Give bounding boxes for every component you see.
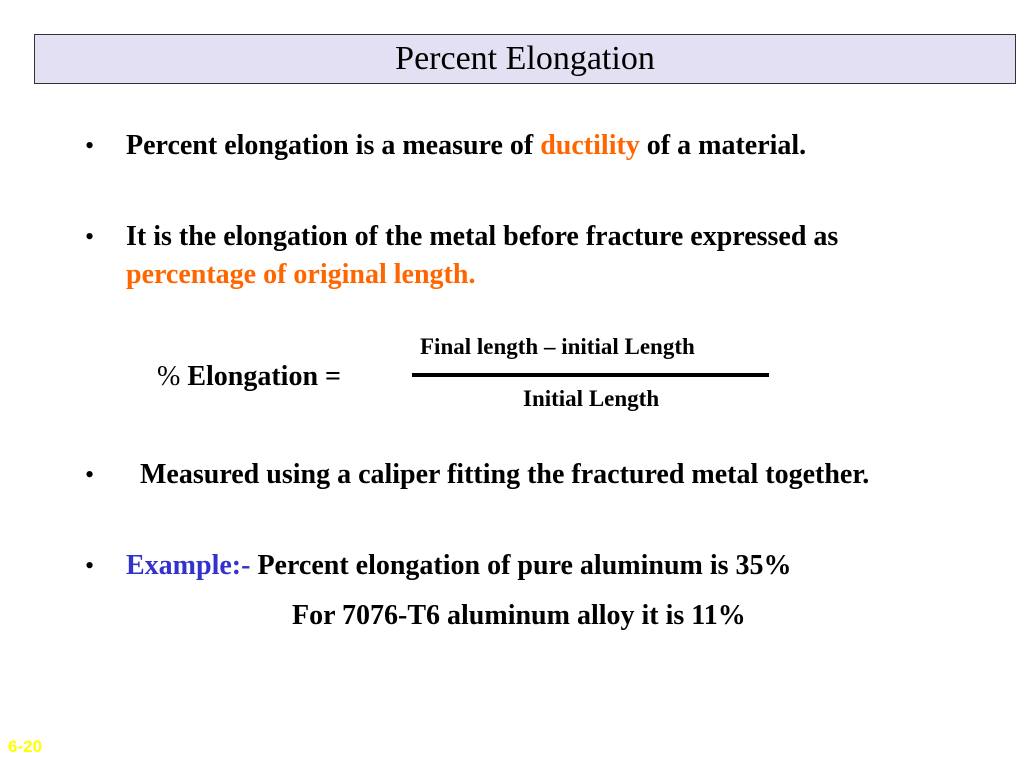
formula-numerator: Final length – initial Length — [420, 334, 695, 359]
slide-number: 6-20 — [8, 737, 43, 756]
bullet-marker: • — [85, 460, 95, 489]
bullet-marker: • — [85, 131, 95, 160]
percent-symbol: % — [157, 361, 181, 392]
example-alloy-line: For 7076-T6 aluminum alloy it is 11% — [292, 600, 746, 631]
bullet-text-part: It is the elongation of the metal before fracture expressed as — [126, 221, 839, 252]
bullet-text-part: Percent elongation is a measure of — [126, 130, 541, 161]
formula-lhs-text: Elongation = — [180, 361, 341, 392]
example-text: Percent elongation of pure aluminum is 35% — [250, 550, 792, 581]
bullet-definition — [85, 218, 965, 294]
bullet-marker: • — [85, 222, 95, 251]
bullet-text-part: of a material. — [639, 130, 807, 161]
example-label: Example:- — [126, 550, 251, 581]
highlight-ductility: ductility — [540, 130, 640, 161]
bullet-measurement — [85, 456, 965, 494]
bullet-marker: • — [85, 551, 95, 580]
formula-lhs — [157, 358, 341, 396]
bullet-text — [85, 547, 965, 585]
highlight-percentage: percentage of original length. — [126, 259, 476, 290]
bullet-text — [85, 127, 965, 165]
bullet-ductility — [85, 127, 965, 165]
fraction-line — [412, 373, 769, 377]
bullet-text — [85, 218, 965, 294]
title-box — [34, 34, 1016, 84]
slide-title: Percent Elongation — [395, 40, 655, 77]
bullet-text: Measured using a caliper fitting the fractured metal together. — [126, 459, 870, 490]
formula-denominator: Initial Length — [523, 386, 660, 411]
bullet-example — [85, 547, 965, 585]
